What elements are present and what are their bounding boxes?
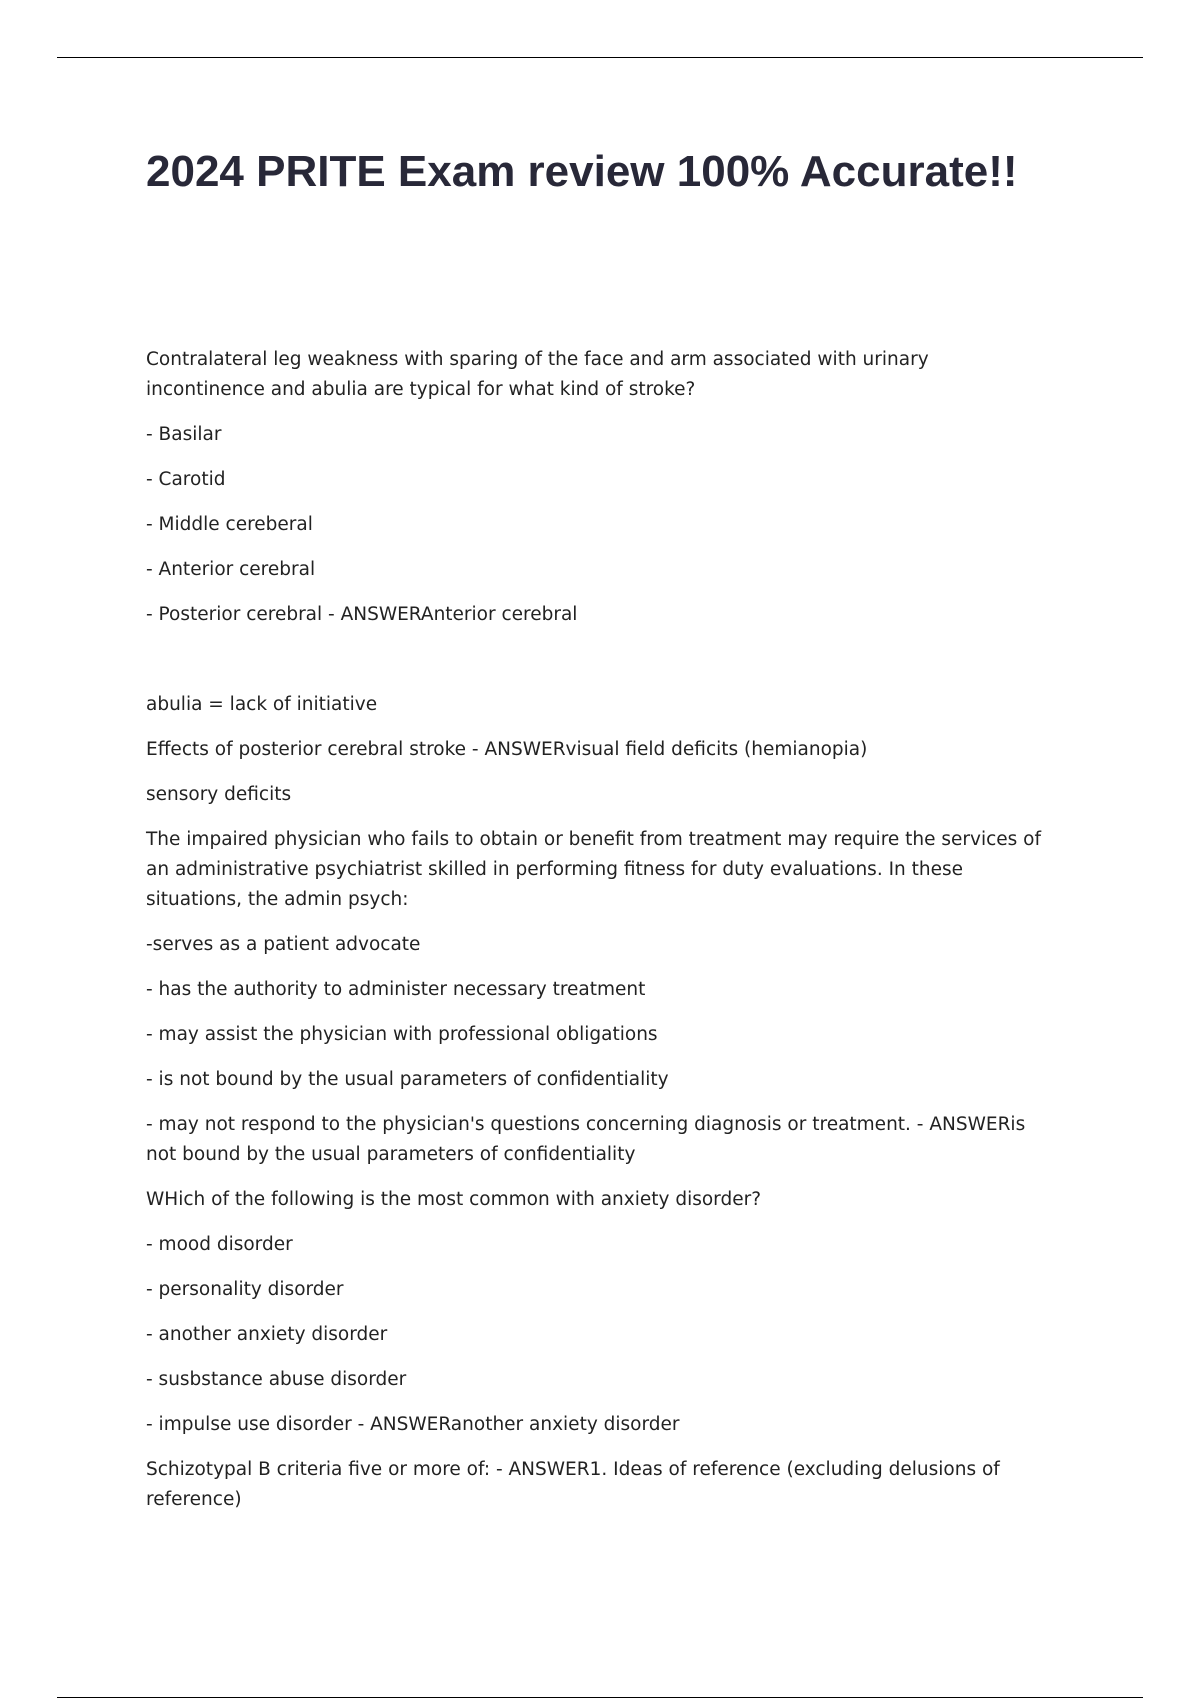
- question-5: Schizotypal B criteria five or more of: - ANSWER1. Ideas of reference (excluding delusions of reference): [146, 1459, 1000, 1510]
- question-1-option: - Carotid: [146, 469, 226, 490]
- top-rule: [57, 57, 1143, 58]
- question-2-answer-continued: sensory deficits: [146, 784, 292, 805]
- bottom-rule: [57, 1697, 1143, 1698]
- question-1-stem: Contralateral leg weakness with sparing of the face and arm associated with urinary incontinence and abulia are typical for what kind of stroke?: [146, 349, 929, 400]
- question-1-option: - Basilar: [146, 424, 222, 445]
- definition-note: abulia = lack of initiative: [146, 694, 378, 715]
- question-4-option: - mood disorder: [146, 1234, 293, 1255]
- question-4-answer: - impulse use disorder - ANSWERanother anxiety disorder: [146, 1414, 680, 1435]
- question-3-option: - may assist the physician with professional obligations: [146, 1024, 658, 1045]
- question-1-answer: - Posterior cerebral - ANSWERAnterior cerebral: [146, 604, 578, 625]
- question-2: Effects of posterior cerebral stroke - ANSWERvisual field deficits (hemianopia): [146, 739, 868, 760]
- question-4-stem: WHich of the following is the most common with anxiety disorder?: [146, 1189, 762, 1210]
- question-3-option: - has the authority to administer necessary treatment: [146, 979, 646, 1000]
- question-4-option: - personality disorder: [146, 1279, 344, 1300]
- question-4-option: - another anxiety disorder: [146, 1324, 388, 1345]
- question-3-answer: - may not respond to the physician's questions concerning diagnosis or treatment. - ANSWERis not bound by the usual parameters of confidentiality: [146, 1114, 1026, 1165]
- document-title: 2024 PRITE Exam review 100% Accurate!!: [146, 147, 1018, 196]
- question-3-stem: The impaired physician who fails to obtain or benefit from treatment may require the services of an administrative psychiatrist skilled in performing fitness for duty evaluations. In these situations, the admin psych:: [146, 829, 1042, 910]
- question-1-option: - Middle cereberal: [146, 514, 313, 535]
- question-3-option: -serves as a patient advocate: [146, 934, 421, 955]
- question-3-option: - is not bound by the usual parameters of confidentiality: [146, 1069, 669, 1090]
- document-body: [146, 345, 1046, 1530]
- question-4-option: - susbstance abuse disorder: [146, 1369, 407, 1390]
- question-1-option: - Anterior cerebral: [146, 559, 316, 580]
